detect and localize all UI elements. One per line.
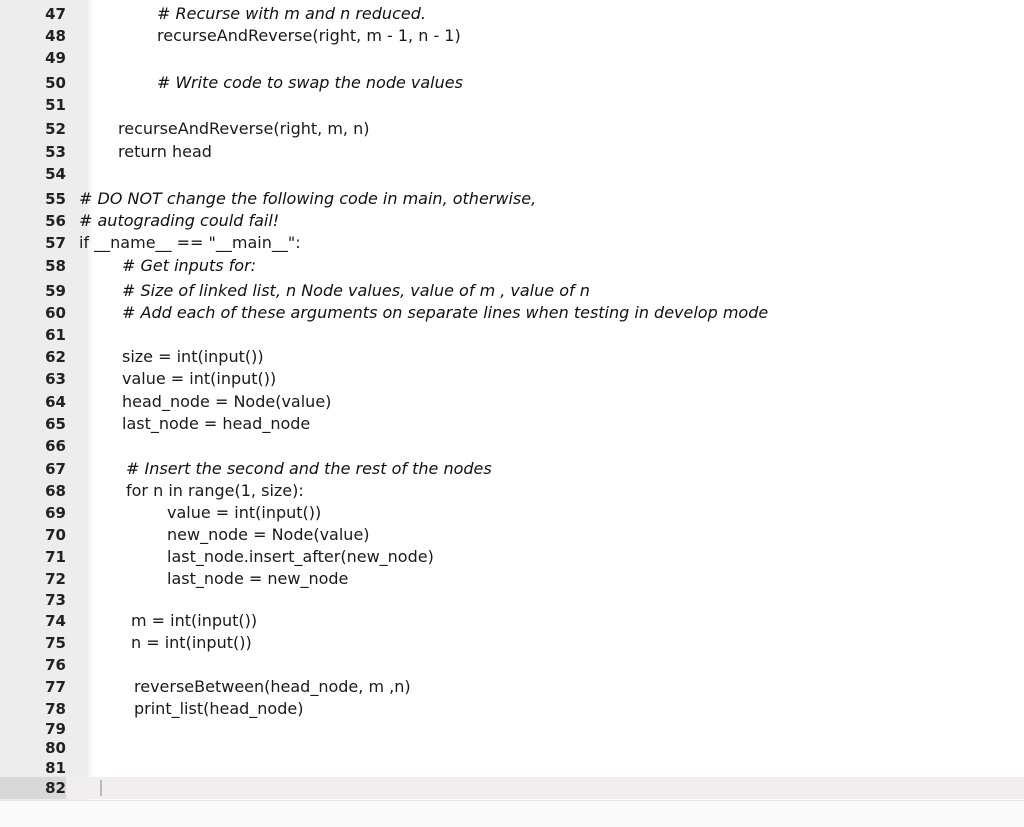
code-line[interactable]: [0, 413, 1024, 435]
line-number: 76: [45, 656, 66, 674]
code-text[interactable]: n = int(input()): [131, 633, 252, 652]
code-line-current[interactable]: [0, 777, 1024, 799]
line-number: 77: [45, 678, 66, 696]
code-text[interactable]: value = int(input()): [167, 503, 322, 522]
line-number: 56: [45, 212, 66, 230]
code-line[interactable]: [0, 3, 1024, 25]
code-line[interactable]: [0, 368, 1024, 390]
line-number: 75: [45, 634, 66, 652]
line-number: 64: [45, 393, 66, 411]
code-line[interactable]: [0, 480, 1024, 502]
code-line[interactable]: [0, 458, 1024, 480]
code-line[interactable]: [0, 435, 1024, 457]
code-line[interactable]: [0, 118, 1024, 140]
code-text[interactable]: print_list(head_node): [134, 699, 304, 718]
line-number: 67: [45, 460, 66, 478]
code-line[interactable]: [0, 589, 1024, 611]
line-number: 82: [0, 777, 66, 799]
line-number: 52: [45, 120, 66, 138]
line-number: 68: [45, 482, 66, 500]
line-number: 59: [45, 282, 66, 300]
code-text[interactable]: # Size of linked list, n Node values, value of m , value of n: [122, 281, 590, 300]
code-line[interactable]: [0, 47, 1024, 69]
line-number: 73: [45, 591, 66, 609]
code-text[interactable]: recurseAndReverse(right, m - 1, n - 1): [157, 26, 461, 45]
code-text[interactable]: # Insert the second and the rest of the nodes: [126, 459, 492, 478]
code-text[interactable]: last_node = new_node: [167, 569, 349, 588]
line-number: 48: [45, 27, 66, 45]
line-number: 79: [45, 720, 66, 738]
code-line[interactable]: [0, 188, 1024, 210]
code-line[interactable]: [0, 524, 1024, 546]
line-number: 53: [45, 143, 66, 161]
code-line[interactable]: [0, 346, 1024, 368]
line-number: 63: [45, 370, 66, 388]
editor-bottom-edge: [0, 800, 1024, 827]
line-number: 60: [45, 304, 66, 322]
line-number: 51: [45, 96, 66, 114]
code-text[interactable]: recurseAndReverse(right, m, n): [118, 119, 370, 138]
line-number: 58: [45, 257, 66, 275]
line-number: 54: [45, 165, 66, 183]
code-text[interactable]: value = int(input()): [122, 369, 277, 388]
code-text[interactable]: # Recurse with m and n reduced.: [157, 4, 426, 23]
code-line[interactable]: [0, 610, 1024, 632]
code-line[interactable]: [0, 302, 1024, 324]
code-line[interactable]: [0, 632, 1024, 654]
line-number: 49: [45, 49, 66, 67]
line-number: 62: [45, 348, 66, 366]
code-line[interactable]: [0, 232, 1024, 254]
line-number: 80: [45, 739, 66, 757]
code-text[interactable]: # autograding could fail!: [79, 211, 280, 230]
code-line[interactable]: [0, 163, 1024, 185]
code-text[interactable]: for n in range(1, size):: [126, 481, 304, 500]
code-line[interactable]: [0, 255, 1024, 277]
line-number: 61: [45, 326, 66, 344]
line-number: 70: [45, 526, 66, 544]
line-number: 50: [45, 74, 66, 92]
line-number: 72: [45, 570, 66, 588]
code-line[interactable]: [0, 280, 1024, 302]
code-text[interactable]: size = int(input()): [122, 347, 264, 366]
code-text[interactable]: return head: [118, 142, 212, 161]
code-line[interactable]: [0, 391, 1024, 413]
code-line[interactable]: [0, 210, 1024, 232]
code-line[interactable]: [0, 568, 1024, 590]
line-number: 81: [45, 759, 66, 777]
code-text[interactable]: # Add each of these arguments on separate lines when testing in develop mode: [122, 303, 769, 322]
code-text[interactable]: if __name__ == "__main__":: [79, 233, 301, 252]
code-text[interactable]: new_node = Node(value): [167, 525, 370, 544]
code-text[interactable]: # Write code to swap the node values: [157, 73, 463, 92]
code-line[interactable]: [0, 25, 1024, 47]
line-number: 57: [45, 234, 66, 252]
code-line[interactable]: [0, 72, 1024, 94]
code-line[interactable]: [0, 324, 1024, 346]
line-number: 65: [45, 415, 66, 433]
line-number: 55: [45, 190, 66, 208]
code-line[interactable]: [0, 546, 1024, 568]
code-line[interactable]: [0, 654, 1024, 676]
line-number: 66: [45, 437, 66, 455]
code-text[interactable]: reverseBetween(head_node, m ,n): [134, 677, 411, 696]
code-text[interactable]: last_node = head_node: [122, 414, 311, 433]
code-line[interactable]: [0, 737, 1024, 759]
line-number: 69: [45, 504, 66, 522]
code-line[interactable]: [0, 94, 1024, 116]
line-number: 78: [45, 700, 66, 718]
code-text[interactable]: m = int(input()): [131, 611, 258, 630]
code-text[interactable]: head_node = Node(value): [122, 392, 332, 411]
line-number: 71: [45, 548, 66, 566]
code-text[interactable]: # Get inputs for:: [122, 256, 257, 275]
code-line[interactable]: [0, 698, 1024, 720]
code-line[interactable]: [0, 757, 1024, 779]
text-cursor: [100, 780, 102, 796]
code-line[interactable]: [0, 676, 1024, 698]
line-number: 74: [45, 612, 66, 630]
line-number: 47: [45, 5, 66, 23]
code-line[interactable]: [0, 502, 1024, 524]
code-text[interactable]: last_node.insert_after(new_node): [167, 547, 434, 566]
code-line[interactable]: [0, 141, 1024, 163]
code-text[interactable]: # DO NOT change the following code in main, otherwise,: [79, 189, 537, 208]
